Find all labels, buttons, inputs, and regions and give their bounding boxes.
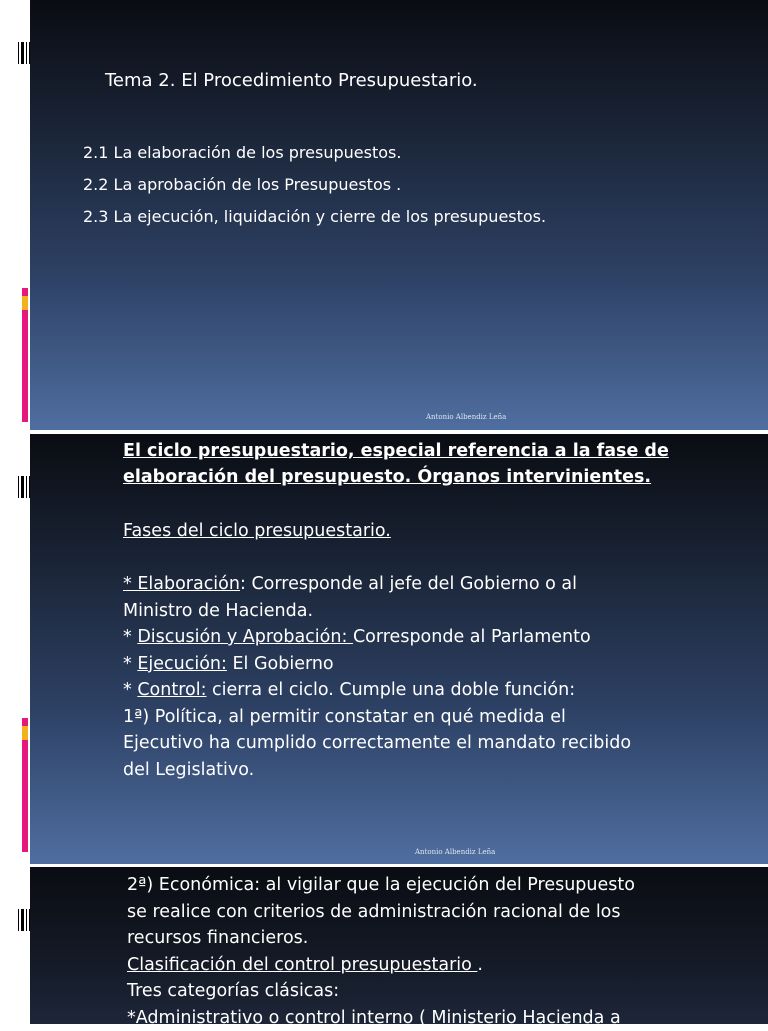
phase-label: Ejecución: <box>137 653 227 674</box>
phase-elaboracion: * Elaboración: Corresponde al jefe del Gobierno o al <box>123 574 577 594</box>
phase-label: Control: <box>137 680 207 700</box>
list-item: 2.1 La elaboración de los presupuestos. <box>83 143 402 162</box>
list-item: 2.2 La aprobación de los Presupuestos . <box>83 175 402 194</box>
classification-title: Clasificación del control presupuestario . <box>127 954 483 975</box>
phase-control: * Control: cierra el ciclo. Cumple una doble función: <box>123 680 576 700</box>
slide-1-title: Tema 2. El Procedimiento Presupuestario. <box>105 70 478 91</box>
barcode-mark <box>18 42 30 64</box>
author-footer: Antonio Albendiz Leña <box>415 848 496 856</box>
phase-label: * Elaboración <box>123 574 240 594</box>
barcode-mark <box>18 909 30 931</box>
accent-stripe <box>22 288 28 422</box>
slide-1 <box>0 0 768 430</box>
phase-label: Discusión y Aprobación: <box>137 627 353 647</box>
heading-line: El ciclo presupuestario, especial referencia a la fase de <box>123 441 669 461</box>
slide-3-body: 2ª) Económica: al vigilar que la ejecución del Presupuesto se realice con criterios de administración racional de los recursos financieros. Clasificación del control presupuestario . Tres categorías clásicas: *Administrativo o control interno ( Ministerio Hacienda a <box>127 872 687 1031</box>
phase-discusion: * Discusión y Aprobación: Corresponde al Parlamento <box>123 627 591 647</box>
heading-line: elaboración del presupuesto. Órganos intervinientes. <box>123 467 652 487</box>
accent-stripe <box>22 718 28 852</box>
author-footer: Antonio Albendiz Leña <box>426 413 507 421</box>
slide-1-list <box>83 137 546 233</box>
phases-title: Fases del ciclo presupuestario. <box>123 521 391 541</box>
barcode-mark <box>18 476 30 498</box>
slide-2-body: Fases del ciclo presupuestario. * Elaboración: Corresponde al jefe del Gobierno o al Ministro de Hacienda. * Discusión y Aprobación: Corresponde al Parlamento * Ejecución: El Gobierno * Control: cierra el ciclo. Cumple una doble función: 1ª) Política, al permitir constatar en qué medida el Ejecutivo ha cumplido correctamente el mandato recibido del Legislativo. <box>123 518 683 783</box>
phase-ejecucion: * Ejecución: El Gobierno <box>123 653 334 674</box>
slide-2-heading <box>123 438 723 490</box>
list-item: 2.3 La ejecución, liquidación y cierre de los presupuestos. <box>83 207 547 226</box>
slide-3-left-edge <box>0 867 30 1024</box>
